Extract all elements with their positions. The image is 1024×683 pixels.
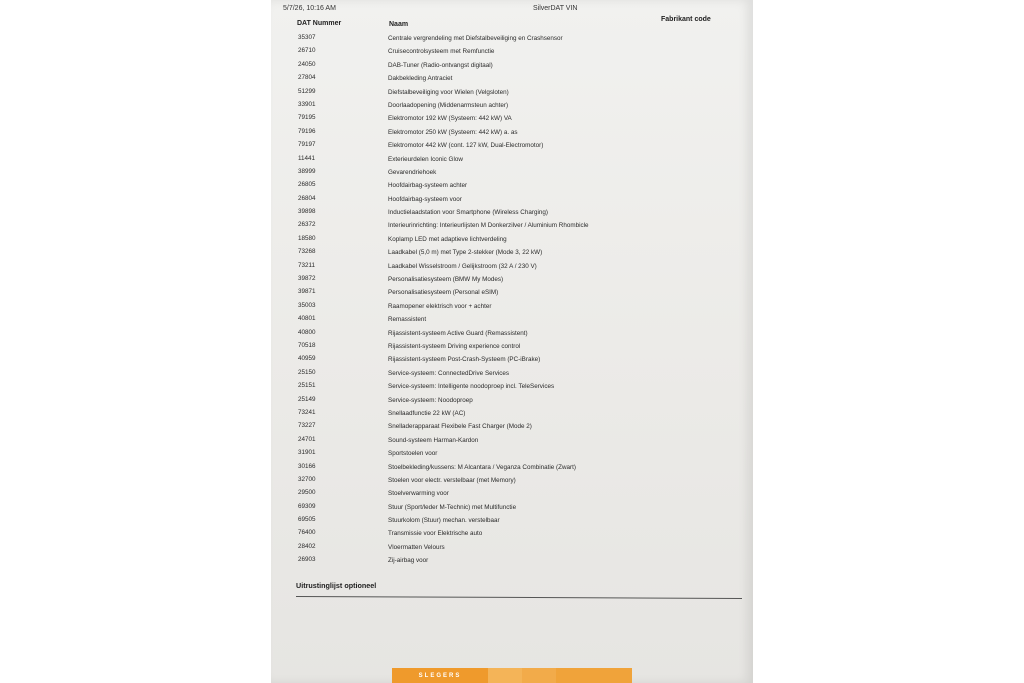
dat-number: 39872: [298, 275, 316, 283]
column-header-naam: Naam: [389, 21, 409, 28]
dat-number: 25149: [298, 395, 316, 403]
dat-number: 70518: [298, 341, 316, 349]
equipment-name: Vloermatten Velours: [388, 543, 445, 551]
table-row: [271, 179, 753, 192]
print-timestamp: 5/7/26, 10:16 AM: [283, 5, 336, 12]
equipment-name: Service-systeem: ConnectedDrive Services: [388, 369, 510, 377]
dat-number: 26903: [298, 556, 316, 564]
table-row: [271, 313, 753, 326]
dat-number: 38999: [298, 167, 316, 175]
equipment-name: Snelladerapparaat Flexibele Fast Charger (Mode 2): [388, 423, 532, 431]
equipment-name: Personalisatiesysteem (Personal eSIM): [388, 289, 499, 297]
dat-number: 27804: [298, 74, 316, 82]
dat-number: 28402: [298, 542, 316, 550]
dat-number: 30166: [298, 462, 316, 470]
dat-number: 29500: [298, 489, 316, 497]
dat-number: 31901: [298, 449, 316, 457]
table-row: [271, 72, 753, 85]
table-row: [271, 394, 753, 407]
equipment-name: Sportstoelen voor: [388, 450, 438, 458]
equipment-name: Exterieurdelen Iconic Glow: [388, 155, 463, 163]
table-row: [271, 487, 753, 500]
table-row: [271, 206, 753, 219]
dat-number: 32700: [298, 475, 316, 483]
equipment-name: Raamopener elektrisch voor + achter: [388, 302, 492, 310]
table-row: [271, 32, 753, 45]
dat-number: 40800: [298, 328, 316, 336]
table-row: [271, 327, 753, 340]
equipment-name: Rijassistent-systeem Post-Crash-Systeem (PC-iBrake): [388, 356, 541, 364]
dat-number: 76400: [298, 529, 316, 537]
table-row: [271, 420, 753, 433]
table-row: [271, 233, 753, 246]
table-row: [271, 246, 753, 259]
equipment-list: [271, 32, 753, 568]
equipment-name: Elektromotor 192 kW (Systeem: 442 kW) VA: [388, 115, 512, 123]
equipment-name: Diefstalbeveiliging voor Wielen (Velgsloten): [388, 88, 509, 96]
dat-number: 51299: [298, 87, 316, 95]
table-row: [271, 474, 753, 487]
equipment-name: Stoelen voor electr. verstelbaar (met Memory): [388, 476, 516, 484]
dat-number: 26804: [298, 194, 316, 202]
dat-number: 35307: [298, 34, 316, 41]
dat-number: 79196: [298, 127, 316, 135]
equipment-name: Zij-airbag voor: [388, 557, 429, 565]
table-row: [271, 514, 753, 527]
document-title: SilverDAT VIN: [533, 5, 578, 12]
equipment-name: Rijassistent-systeem Active Guard (Remassistent): [388, 329, 528, 337]
table-row: [271, 86, 753, 99]
dat-number: 18580: [298, 234, 316, 242]
equipment-name: Doorlaadopening (Middenarmsteun achter): [388, 101, 509, 109]
section-title-optional-equipment: Uitrustinglijst optioneel: [296, 581, 377, 590]
equipment-name: Hoofdairbag-systeem achter: [388, 182, 468, 190]
table-row: [271, 554, 753, 567]
section-divider: [296, 596, 742, 599]
equipment-name: Stuurkolom (Stuur) mechan. verstelbaar: [388, 517, 500, 525]
footer-contact-block: [488, 668, 522, 683]
equipment-name: Remassistent: [388, 316, 427, 324]
dat-number: 35003: [298, 301, 316, 309]
table-row: [271, 112, 753, 125]
equipment-name: Inductielaadstation voor Smartphone (Wireless Charging): [388, 209, 548, 217]
equipment-name: Personalisatiesysteem (BMW My Modes): [388, 276, 504, 284]
table-row: [271, 353, 753, 366]
dat-number: 39871: [298, 288, 316, 296]
equipment-name: Centrale vergrendeling met Diefstalbeveiliging en Crashsensor: [388, 35, 563, 42]
equipment-name: Laadkabel Wisselstroom / Gelijkstroom (32 A / 230 V): [388, 262, 537, 270]
table-row: [271, 527, 753, 540]
table-row: [271, 340, 753, 353]
equipment-name: Elektromotor 442 kW (cont. 127 kW, Dual-Electromotor): [388, 142, 544, 150]
equipment-name: Stoelverwarming voor: [388, 490, 449, 498]
table-row: [271, 219, 753, 232]
dat-number: 40959: [298, 355, 316, 363]
dat-number: 69505: [298, 516, 316, 524]
table-row: [271, 434, 753, 447]
column-header-dat-nummer: DAT Nummer: [297, 20, 342, 27]
footer-banner: [392, 668, 632, 683]
table-row: [271, 193, 753, 206]
equipment-name: Elektromotor 250 kW (Systeem: 442 kW) a. as: [388, 128, 518, 136]
table-row: [271, 447, 753, 460]
table-row: [271, 260, 753, 273]
equipment-name: Rijassistent-systeem Driving experience control: [388, 342, 521, 350]
table-row: [271, 367, 753, 380]
equipment-name: Cruisecontrolsysteem met Remfunctie: [388, 48, 495, 56]
equipment-name: Hoofdairbag-systeem voor: [388, 195, 462, 203]
equipment-name: Interieurinrichting: Interieurlijsten M Donkerzilver / Aluminium Rhombicle: [388, 222, 589, 230]
table-row: [271, 45, 753, 58]
dat-number: 33901: [298, 100, 316, 108]
dat-number: 73268: [298, 248, 316, 256]
dat-number: 73211: [298, 261, 316, 269]
dat-number: 25150: [298, 368, 316, 376]
table-row: [271, 380, 753, 393]
dat-number: 79197: [298, 141, 316, 149]
table-row: [271, 501, 753, 514]
dat-number: 11441: [298, 154, 316, 162]
dat-number: 26710: [298, 47, 316, 55]
table-row: [271, 286, 753, 299]
dat-number: 73227: [298, 422, 316, 430]
dat-number: 24050: [298, 60, 316, 68]
equipment-name: Sound-systeem Harman-Kardon: [388, 436, 479, 444]
table-row: [271, 300, 753, 313]
document-page: [271, 0, 753, 683]
equipment-name: Laadkabel (5,0 m) met Type 2-stekker (Mode 3, 22 kW): [388, 249, 543, 257]
dat-number: 26372: [298, 221, 316, 229]
table-row: [271, 59, 753, 72]
table-row: [271, 99, 753, 112]
equipment-name: Gevarendriehoek: [388, 168, 437, 176]
table-row: [271, 273, 753, 286]
table-row: [271, 139, 753, 152]
equipment-name: Service-systeem: Intelligente noodoproep incl. TeleServices: [388, 383, 555, 391]
footer-contact-block: [522, 668, 556, 683]
equipment-name: Service-systeem: Noodoproep: [388, 396, 473, 404]
dat-number: 69309: [298, 502, 316, 510]
dat-number: 79195: [298, 114, 316, 122]
table-row: [271, 461, 753, 474]
equipment-name: Koplamp LED met adaptieve lichtverdeling: [388, 235, 507, 243]
table-row: [271, 166, 753, 179]
equipment-name: Stuur (Sport/leder M-Technic) met Multifunctie: [388, 503, 517, 511]
dat-number: 25151: [298, 382, 316, 390]
equipment-name: Dakbekleding Antraciet: [388, 75, 453, 83]
table-row: [271, 407, 753, 420]
column-header-fabrikant-code: Fabrikant code: [661, 16, 711, 23]
dat-number: 26805: [298, 181, 316, 189]
equipment-name: Snellaadfunctie 22 kW (AC): [388, 409, 466, 417]
dat-number: 40801: [298, 315, 316, 323]
equipment-name: Stoelbekleding/kussens: M Alcantara / Veganza Combinatie (Zwart): [388, 463, 576, 471]
equipment-name: Transmissie voor Elektrische auto: [388, 530, 483, 538]
equipment-name: DAB-Tuner (Radio-ontvangst digitaal): [388, 61, 493, 69]
table-row: [271, 541, 753, 554]
dat-number: 39898: [298, 208, 316, 216]
table-row: [271, 126, 753, 139]
brand-logo: SLEGERS: [392, 668, 488, 683]
table-row: [271, 153, 753, 166]
dat-number: 24701: [298, 435, 316, 443]
dat-number: 73241: [298, 408, 316, 416]
